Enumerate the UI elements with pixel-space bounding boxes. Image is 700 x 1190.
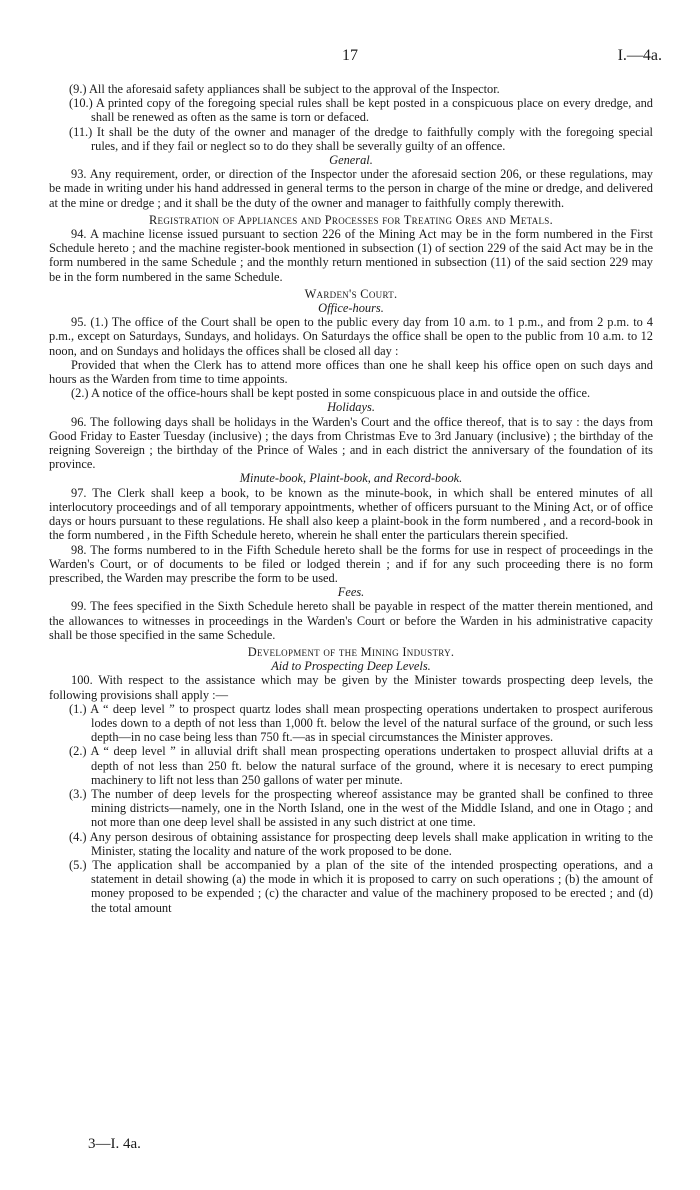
section-100-2: (2.) A “ deep level ” in alluvial drift shall mean prospecting operations undertaken to prospect alluvial drifts at a depth of not less than 250 ft. below the natural surface of the ground, where it is necesary to erect pumping machinery to lift not less than 250 gallons of water per minute. [69,744,653,787]
section-100-4: (4.) Any person desirous of obtaining assistance for prospecting deep levels shall make application in writing to the Minister, stating the locality and nature of the work proposed to be done. [69,829,653,858]
rule-10: (10.) A printed copy of the foregoing special rules shall be kept posted in a conspicuous place on every dredge, and shall be renewed as often as the same is torn or defaced. [69,96,653,125]
section-95-proviso: Provided that when the Clerk has to attend more offices than one he shall keep his office open on such days and hours as the Warden from time to time appoints. [49,357,653,387]
section-94: 94. A machine license issued pursuant to section 226 of the Mining Act may be in the form numbered in the First Schedule hereto ; and the machine register-book mentioned in subsection (1) of section 229 of the said Act may be in the form numbered in the same Schedule ; and the monthly return mentioned in subsection (11) of the said section 229 may be in the form numbered in the same Schedule. [49,227,653,284]
rule-11: (11.) It shall be the duty of the owner and manager of the dredge to faithfully comply with the foregoing special rules, and if they fail or neglect so to do they shall be severally guilty of an offence. [69,124,653,153]
section-99: 99. The fees specified in the Sixth Schedule hereto shall be payable in respect of the matter therein mentioned, and the allowances to witnesses in proceedings in the Warden's Court or before the Warden in his administrative capacity shall be those specified in the same Schedule. [49,599,653,642]
section-100-1: (1.) A “ deep level ” to prospect quartz lodes shall mean prospecting operations undertaken to prospect auriferous lodes down to a depth of not less than 1,000 ft. below the level of the natural surface of the ground, or such less depth—in no case being less than 750 ft.—as in special circumstances the Minister approves. [69,701,653,745]
heading-registration: Registration of Appliances and Processes for Treating Ores and Metals. [148,212,554,227]
document-reference: I.—4a. [617,47,662,64]
subheading-fees: Fees. [337,585,365,600]
section-96: 96. The following days shall be holidays in the Warden's Court and the office thereof, that is to say : the days from Good Friday to Easter Tuesday (inclusive) ; the days from Christmas Eve to 3rd January (inclusive) ; the birthday of the reigning Sovereign ; the birthday of the Prince of Wales ; and in each district the anniversary of the foundation of its province. [49,414,653,472]
heading-development: Development of the Mining Industry. [247,644,455,659]
section-100-5: (5.) The application shall be accompanied by a plan of the site of the intended prospecting operations, and a statement in detail showing (a) the mode in which it is proposed to carry on such operations ; (b) the amount of money proposed to be expended ; (c) the character and value of the machinery proposed to be erected ; and (d) the total amount [69,857,653,915]
section-93: 93. Any requirement, order, or direction of the Inspector under the aforesaid section 206, or these regulations, may be made in writing under his hand addressed in general terms to the person in charge of the mine or dredge, and delivered at the mine or dredge ; and it shall be the duty of the owner and manager to faithfully comply therewith. [49,167,653,210]
rule-9: (9.) All the aforesaid safety appliances shall be subject to the approval of the Inspector. [69,82,500,96]
section-95-1: 95. (1.) The office of the Court shall be open to the public every day from 10 a.m. to 1 p.m., and from 2 p.m. to 4 p.m., except on Saturdays, Sundays, and holidays. On Saturdays the office shall be open to the public from 10 a.m. to 12 noon, and on Sundays and holidays the offices shall be closed all day : [49,315,653,358]
section-98: 98. The forms numbered to in the Fifth Schedule hereto shall be the forms for use in respect of proceedings in the Warden's Court, or of documents to be filed or lodged therein ; and if for any such proceeding there is no form prescribed, the Warden may prescribe the form to be used. [49,542,653,585]
signature-mark: 3—I. 4a. [88,1136,141,1152]
subheading-general: General. [329,153,373,168]
page-number: 17 [342,47,358,64]
subheading-holidays: Holidays. [327,400,375,415]
page-body [49,82,653,915]
subheading-deep-levels: Aid to Prospecting Deep Levels. [271,659,431,674]
subheading-office-hours: Office-hours. [318,301,384,316]
heading-wardens-court: Warden's Court. [304,286,398,301]
section-97: 97. The Clerk shall keep a book, to be known as the minute-book, in which shall be entered minutes of all interlocutory proceedings and of all temporary appointments, whether of officers pursuant to the Mining Act, or of office days or hours pursuant to these regulations. He shall also keep a plaint-book in the form numbered , and a record-book in the form numbered , in the Fifth Schedule hereto, wherein he shall enter the particulars therein specified. [49,485,653,543]
section-100-3: (3.) The number of deep levels for the prospecting whereof assistance may be granted shall be confined to three mining districts—namely, one in the North Island, one in the west of the Middle Island, and one in Otago ; and not more than one deep level shall be assisted in any such district at one time. [69,786,653,830]
section-100: 100. With respect to the assistance which may be given by the Minister towards prospecting deep levels, the following provisions shall apply :— [49,673,653,702]
section-95-2: (2.) A notice of the office-hours shall be kept posted in some conspicuous place in and outside the office. [71,386,591,401]
subheading-books: Minute-book, Plaint-book, and Record-book. [239,471,463,486]
